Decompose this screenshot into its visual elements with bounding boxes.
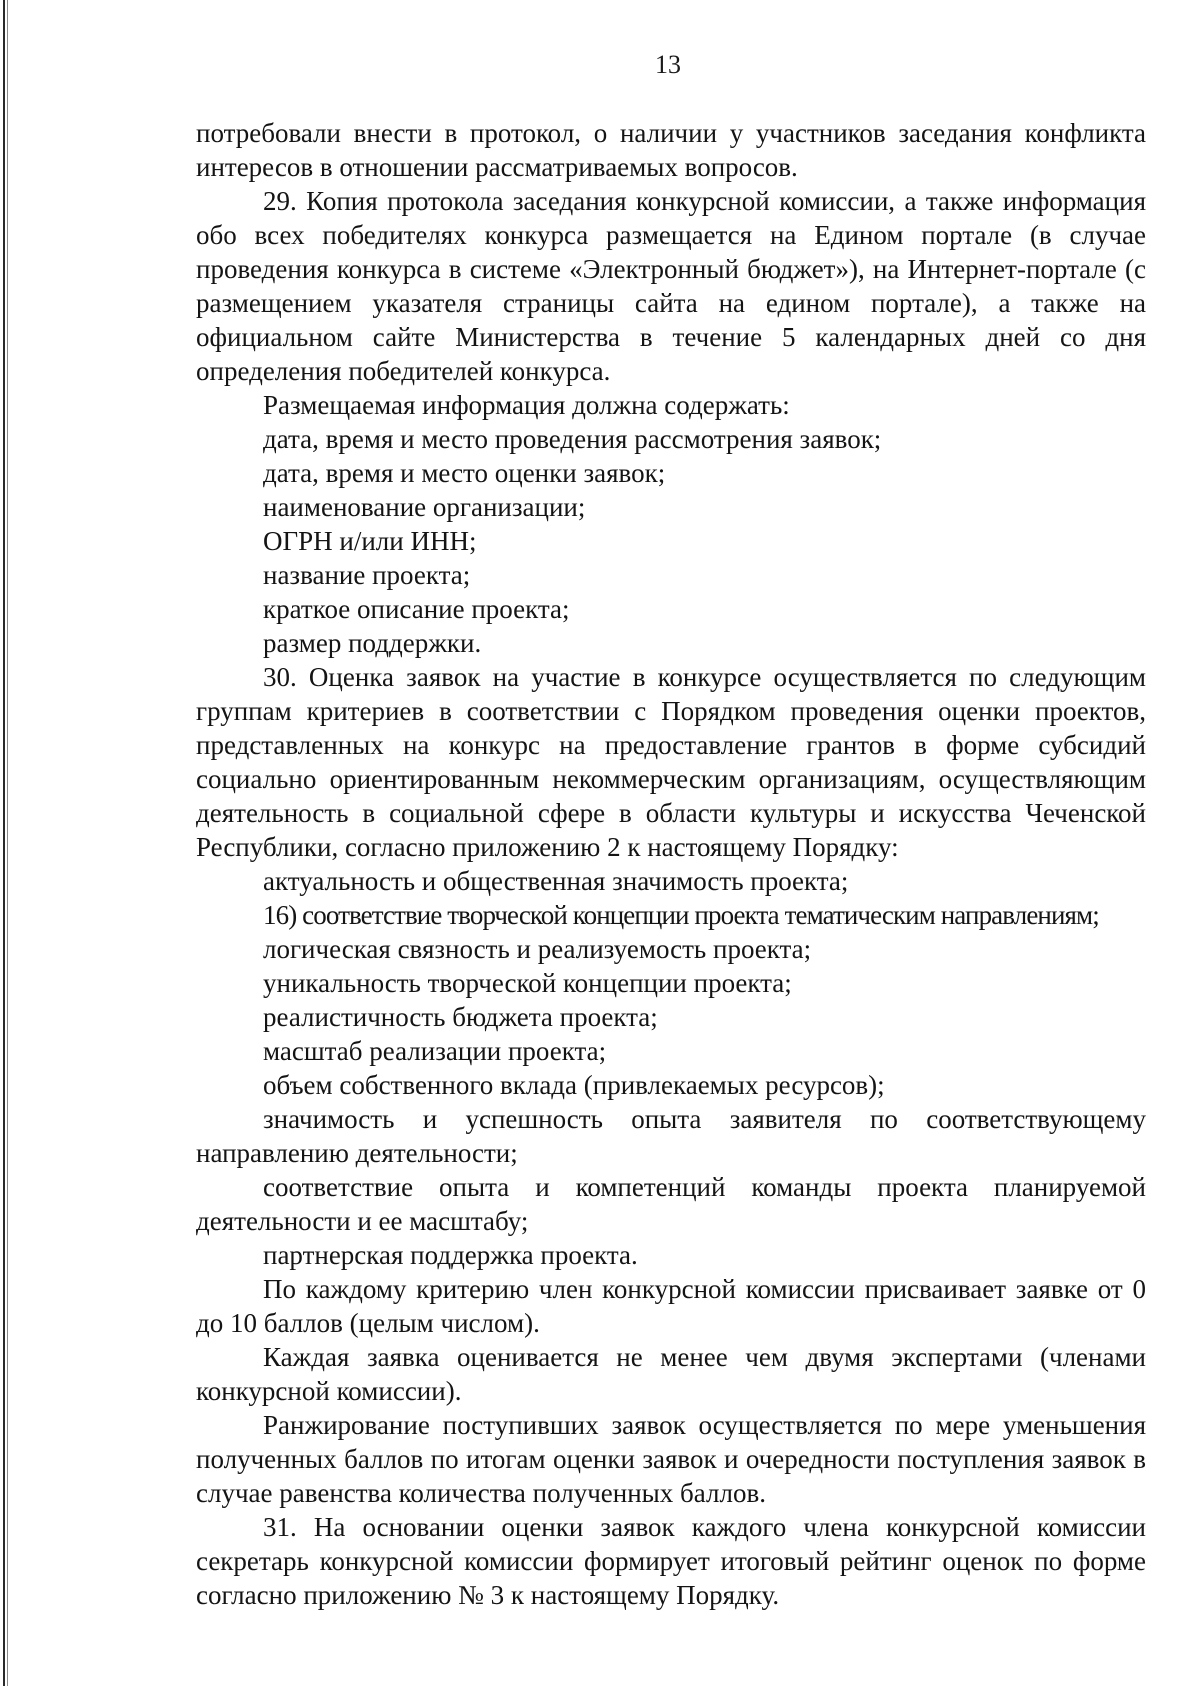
- criteria-list-item: уникальность творческой концепции проекта;: [263, 968, 792, 998]
- page-number: 13: [655, 50, 681, 79]
- paragraph-experts: Каждая заявка оценивается не менее чем двумя экспертами (членами конкурсной комиссии).: [196, 1342, 1146, 1406]
- info-list-item: краткое описание проекта;: [263, 594, 570, 624]
- info-list-intro: Размещаемая информация должна содержать:: [263, 390, 790, 420]
- criteria-list-item: реалистичность бюджета проекта;: [263, 1002, 658, 1032]
- paragraph-31: 31. На основании оценки заявок каждого члена конкурсной комиссии секретарь конкурсной комиссии формирует итоговый рейтинг оценок по форме согласно приложению № 3 к настоящему Порядку.: [196, 1512, 1146, 1610]
- criteria-list-item: логическая связность и реализуемость проекта;: [263, 934, 812, 964]
- criteria-list-item: объем собственного вклада (привлекаемых ресурсов);: [263, 1070, 885, 1100]
- document-body: [196, 116, 1146, 1612]
- paragraph-29: 29. Копия протокола заседания конкурсной комиссии, а также информация обо всех победителях конкурса размещается на Едином портале (в случае проведения конкурса в системе «Электронный бюджет»), на Интернет-портале (с размещением указателя страницы сайта на едином портале), а также на официальном сайте Министерства в течение 5 календарных дней со дня определения победителей конкурса.: [196, 186, 1146, 386]
- paragraph-30: 30. Оценка заявок на участие в конкурсе осуществляется по следующим группам критериев в соответствии с Порядком проведения оценки проектов, представленных на конкурс на предоставление грантов в форме субсидий социально ориентированным некоммерческим организациям, осуществляющим деятельность в социальной сфере в области культуры и искусства Чеченской Республики, согласно приложению 2 к настоящему Порядку:: [196, 662, 1146, 862]
- scan-edge-line: [7, 0, 8, 1686]
- criteria-list-item: актуальность и общественная значимость проекта;: [263, 866, 849, 896]
- paragraph-scoring: По каждому критерию член конкурсной комиссии присваивает заявке от 0 до 10 баллов (целым числом).: [196, 1274, 1146, 1338]
- paragraph-ranking: Ранжирование поступивших заявок осуществляется по мере уменьшения полученных баллов по итогам оценки заявок и очередности поступления заявок в случае равенства количества полученных баллов.: [196, 1410, 1146, 1508]
- criteria-list-item-multiline: значимость и успешность опыта заявителя по соответствующему направлению деятельности;: [196, 1104, 1146, 1168]
- criteria-list-item-multiline: соответствие опыта и компетенций команды проекта планируемой деятельности и ее масштабу;: [196, 1172, 1146, 1236]
- criteria-list-item: партнерская поддержка проекта.: [263, 1240, 638, 1270]
- scan-edge: [0, 0, 5, 1686]
- paragraph-continuation: потребовали внести в протокол, о наличии у участников заседания конфликта интересов в отношении рассматриваемых вопросов.: [196, 118, 1146, 182]
- criteria-list-item: масштаб реализации проекта;: [263, 1036, 607, 1066]
- info-list-item: размер поддержки.: [263, 628, 482, 658]
- info-list-item: название проекта;: [263, 560, 471, 590]
- info-list-item: дата, время и место проведения рассмотрения заявок;: [263, 424, 882, 454]
- info-list-item: дата, время и место оценки заявок;: [263, 458, 666, 488]
- info-list-item: ОГРН и/или ИНН;: [263, 526, 477, 556]
- info-list-item: наименование организации;: [263, 492, 586, 522]
- criteria-list-item: 16) соответствие творческой концепции проекта тематическим направлениям;: [263, 900, 1099, 930]
